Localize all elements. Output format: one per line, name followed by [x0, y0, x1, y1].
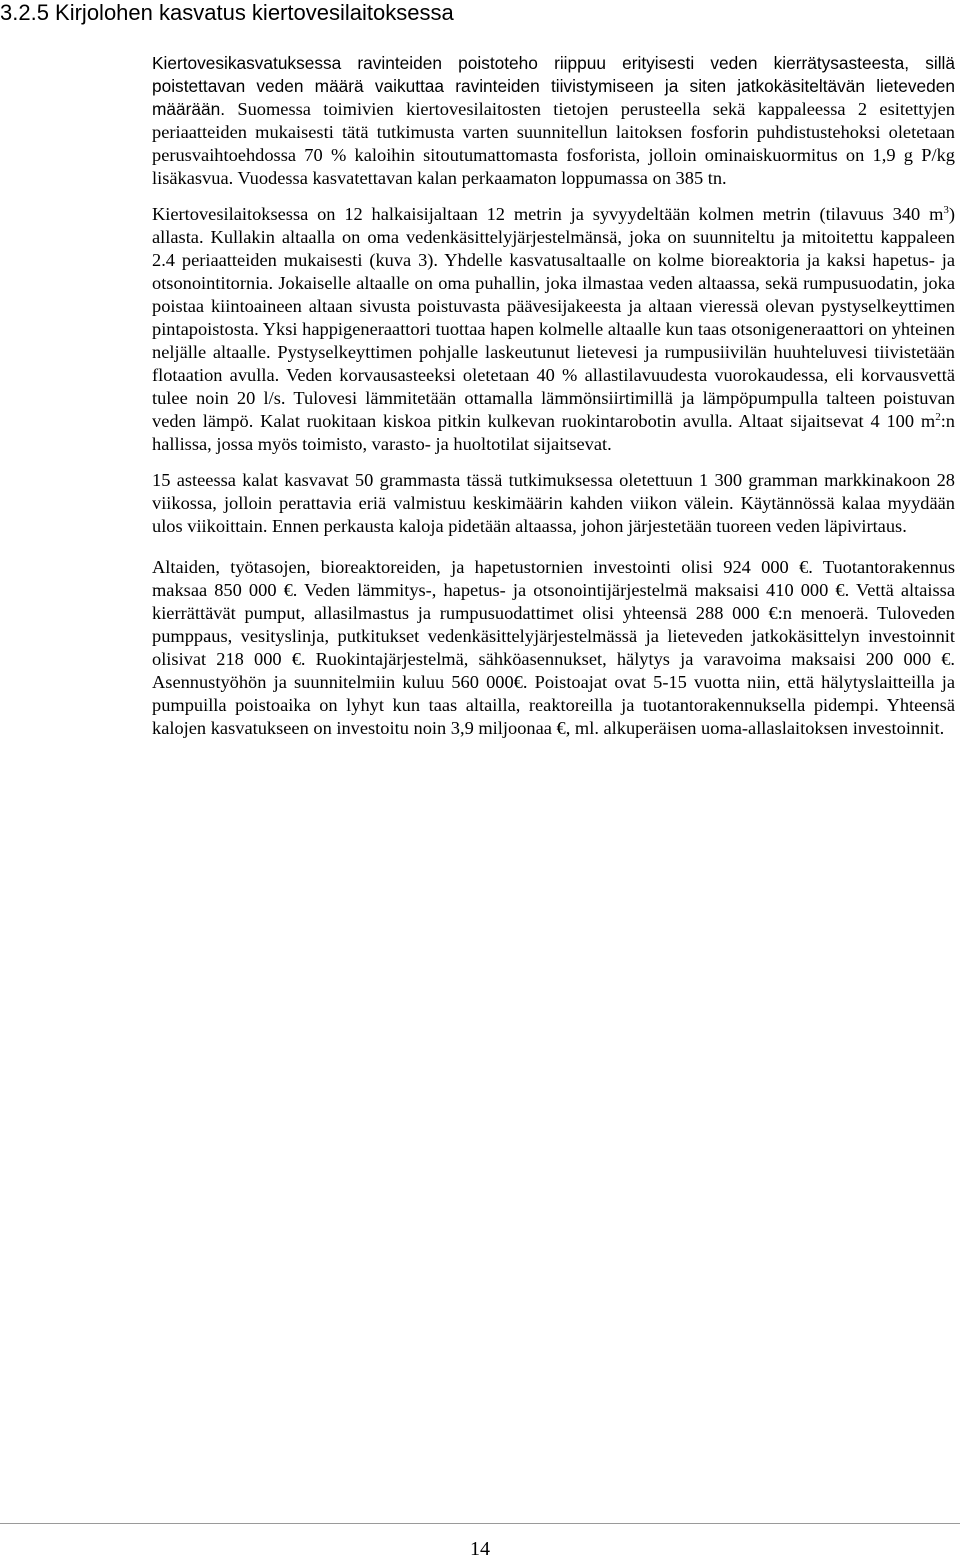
body-text [152, 52, 955, 753]
paragraph-facility-description [152, 203, 955, 456]
page-number: 14 [470, 1538, 490, 1560]
paragraph-text-c: :n hallissa, jossa myös toimisto, varasto- ja huoltotilat sijaitsevat. [152, 411, 955, 454]
paragraph-text-a: Kiertovesilaitoksessa on 12 halkaisijaltaan 12 metrin ja syvyydeltään kolmen metrin (tilavuus 340 m [152, 204, 944, 224]
paragraph-text-b: ) allasta. Kullakin altaalla on oma vedenkäsittelyjärjestelmänsä, joka on suunniteltu ja mitoitettu kappaleen 2.4 periaatteiden mukaisesti (kuva 3). Yhdelle kasvatusaltaalle on kolme bioreaktoria ja kaksi hapetus- ja otsonointitornia. Jokaiselle altaalle on oma puhallin, joka ilmastaa veden altaassa, sekä rumpusuodatin, joka poistaa kiintoaineen altaan sivusta poistuvasta päävesijakeesta ja altaan vieressä olevan pystyselkeyttimen pintapoistosta. Yksi happigeneraattori tuottaa hapen kolmelle altaalle kun taas otsonigeneraattori on yhteinen neljälle altaalle. Pystyselkeyttimen pohjalle laskeutunut lietevesi ja rumpusiivilän huuhteluvesi tiivistetään flotaation avulla. Veden korvausasteeksi oletetaan 40 % allastilavuudesta vuorokaudessa, eli korvausvettä tulee noin 20 l/s. Tulovesi lämmitetään ottamalla lämmönsiirtimillä ja lämpöpumpulla talteen poistuvan veden lämpö. Kalat ruokitaan kiskoa pitkin kulkevan ruokintarobotin avulla. Altaat sijaitsevat 4 100 m [152, 204, 955, 431]
paragraph-investments: Altaiden, työtasojen, bioreaktoreiden, ja hapetustornien investointi olisi 924 000 €. Tuotantorakennus maksaa 850 000 €. Veden lämmitys-, hapetus- ja otsonointijärjestelmä maksaisi 410 000 €. Vettä altaissa kierrättävät pumput, allasilmastus ja rumpusuodattimet olisi yhteensä 288 000 €:n menoerä. Tuloveden pumppaus, vesityslinja, putkitukset vedenkäsittelyjärjestelmässä ja lieteveden jatkokäsittelyn investoinnit olisivat 218 000 €. Ruokintajärjestelmä, sähköasennukset, hälytys ja varavoima maksaisi 200 000 €. Asennustyöhön ja suunnitelmiin kuluu 560 000€. Poistoajat ovat 5-15 vuotta niin, että hälytyslaitteilla ja pumpuilla poistoaika on lyhyt kun taas altailla, reaktoreilla ja tuotantorakennuksella pidempi. Yhteensä kalojen kasvatukseen on investoitu noin 3,9 miljoonaa €, ml. alkuperäisen uoma-allaslaitoksen investoinnit. [152, 557, 955, 738]
superscript-square: 2 [935, 411, 941, 423]
paragraph-recirculation-efficiency [152, 52, 955, 190]
paragraph-serif-continuation: Suomessa toimivien kiertovesilaitosten tietojen perusteella sekä kappaleessa 2 esitettyjen periaatteiden mukaisesti tätä tutkimusta varten suunnitellun laitoksen fosforin puhdistustehoksi oletetaan perusvaihtoehdossa 70 % kaloihin sitoutumattomasta fosforista, jolloin ominaiskuormitus on 1,9 g P/kg lisäkasvua. Vuodessa kasvatettavan kalan perkaamaton loppumassa on 385 tn. [152, 99, 955, 188]
superscript-cubic: 3 [943, 204, 949, 216]
paragraph-sans-lead: Kiertovesikasvatuksessa ravinteiden poistoteho riippuu erityisesti veden kierrätysasteesta, sillä poistettavan veden määrä vaikuttaa ravinteiden tiivistymiseen ja siten jatkokäsiteltävän lieteveden määrään. [152, 53, 955, 119]
paragraph-growth-cycle: 15 asteessa kalat kasvavat 50 grammasta tässä tutkimuksessa oletettuun 1 300 gramman markkinakoon 28 viikossa, jolloin perattavia eriä valmistuu keskimäärin kahden viikon välein. Käytännössä kalaa myydään ulos viikoittain. Ennen perkausta kaloja pidetään altaassa, johon järjestetään tuoreen veden läpivirtaus. [152, 470, 955, 536]
section-heading: 3.2.5 Kirjolohen kasvatus kiertovesilaitoksessa [0, 0, 454, 25]
footer-divider [0, 1523, 960, 1524]
